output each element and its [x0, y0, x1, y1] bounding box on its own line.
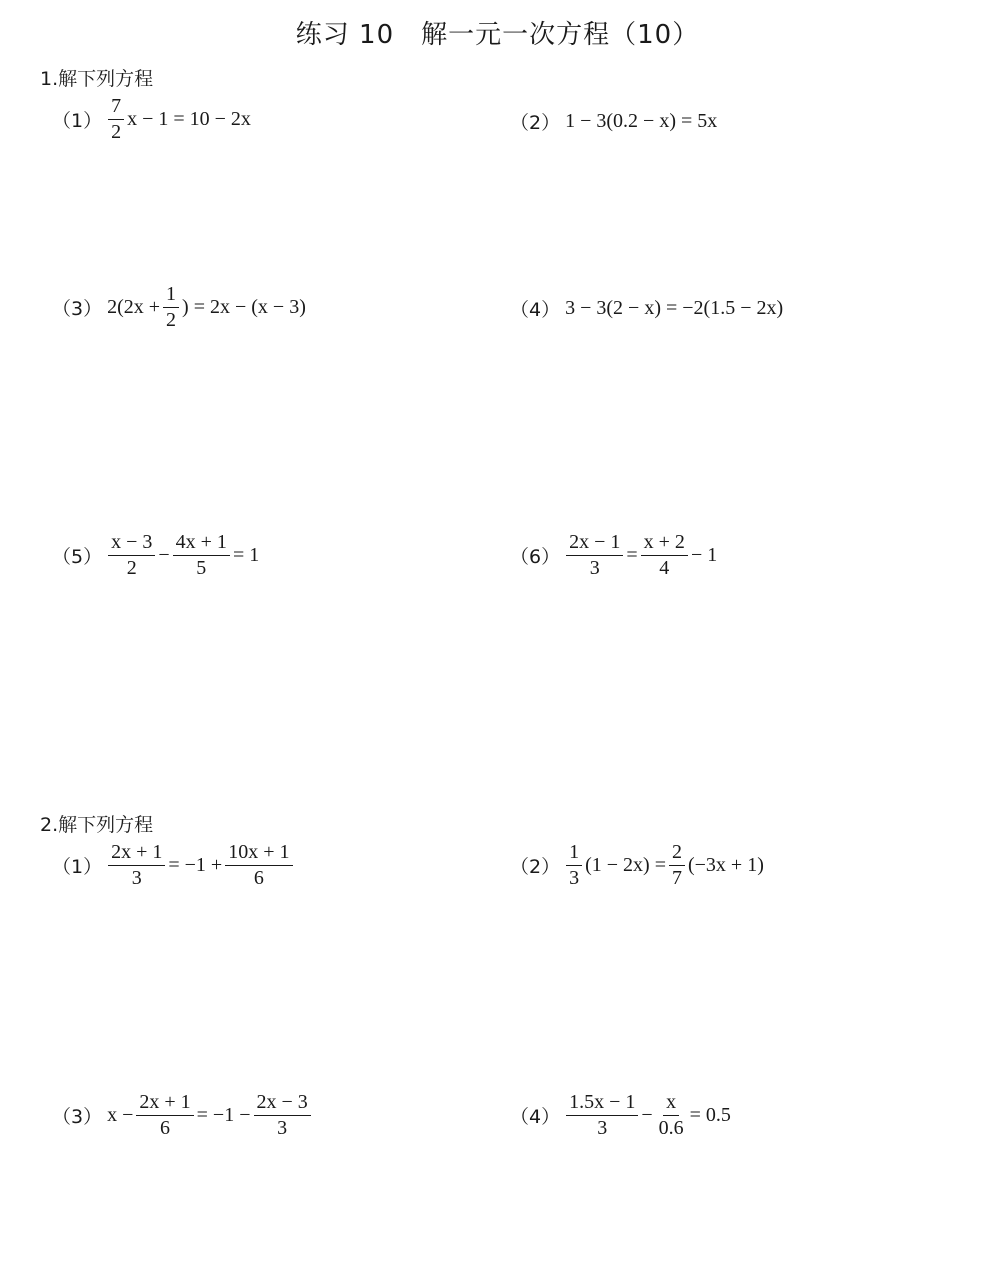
equation — [564, 532, 718, 579]
section-1-heading: 1.解下列方程 — [40, 68, 154, 90]
fraction-numerator: 2x + 1 — [108, 842, 165, 866]
fraction-numerator: 7 — [108, 96, 124, 120]
fraction-denominator: 0.6 — [658, 1117, 684, 1139]
equation-text: (1 − 2x) = — [585, 854, 666, 876]
problem-number: （2） — [510, 856, 561, 878]
fraction-numerator: 1.5x − 1 — [566, 1092, 638, 1116]
equation — [106, 1092, 313, 1139]
fraction-numerator: 1 — [163, 284, 179, 308]
fraction — [566, 842, 582, 889]
problem-2-3 — [52, 1092, 313, 1139]
problem-1-2 — [510, 108, 718, 135]
fraction-denominator: 6 — [160, 1117, 171, 1139]
fraction — [254, 1092, 311, 1139]
problem-number: （4） — [510, 1106, 561, 1128]
problem-1-4 — [510, 295, 784, 322]
fraction-denominator: 2 — [166, 309, 177, 331]
equation-text: − 1 — [690, 544, 718, 566]
equation-text: − — [158, 544, 170, 566]
problem-1-1 — [52, 96, 252, 143]
problem-number: （6） — [510, 546, 561, 568]
fraction-numerator: 2 — [669, 842, 685, 866]
equation — [106, 532, 260, 579]
equation-text: = −1 − — [196, 1104, 251, 1126]
equation-text: x − — [107, 1104, 134, 1126]
page-title: 练习 10 解一元一次方程（10） — [295, 20, 700, 50]
equation-text: (−3x + 1) — [687, 854, 764, 876]
fraction-denominator: 5 — [196, 557, 207, 579]
fraction-numerator: 2x − 1 — [566, 532, 623, 556]
fraction — [108, 96, 124, 143]
problem-number: （3） — [52, 1106, 103, 1128]
equation — [564, 842, 765, 889]
problem-1-6 — [510, 532, 718, 579]
fraction-denominator: 3 — [597, 1117, 608, 1139]
fraction-numerator: 1 — [566, 842, 582, 866]
equation-text: 1 − 3(0.2 − x) = 5x — [565, 110, 718, 132]
fraction-numerator: x — [663, 1092, 679, 1116]
fraction-numerator: 4x + 1 — [173, 532, 230, 556]
fraction-denominator: 2 — [126, 557, 137, 579]
equation — [564, 297, 784, 320]
equation-text: = 0.5 — [689, 1104, 731, 1126]
fraction — [163, 284, 179, 331]
fraction-numerator: x − 3 — [108, 532, 155, 556]
fraction — [136, 1092, 193, 1139]
problem-number: （1） — [52, 110, 103, 132]
equation-text: ) = 2x − (x − 3) — [182, 296, 306, 318]
problem-2-1 — [52, 842, 295, 889]
problem-number: （1） — [52, 856, 103, 878]
equation — [106, 96, 252, 143]
fraction-denominator: 3 — [569, 867, 580, 889]
problem-number: （4） — [510, 299, 561, 321]
problem-number: （5） — [52, 546, 103, 568]
fraction-denominator: 4 — [659, 557, 670, 579]
fraction — [225, 842, 292, 889]
fraction — [173, 532, 230, 579]
fraction — [108, 532, 155, 579]
fraction-numerator: x + 2 — [641, 532, 688, 556]
equation — [106, 284, 307, 331]
equation-text: = 1 — [232, 544, 260, 566]
problem-number: （2） — [510, 112, 561, 134]
fraction — [108, 842, 165, 889]
equation-text: 3 − 3(2 − x) = −2(1.5 − 2x) — [565, 297, 784, 319]
fraction-denominator: 2 — [111, 121, 122, 143]
fraction-numerator: 2x + 1 — [136, 1092, 193, 1116]
problem-number: （3） — [52, 298, 103, 320]
fraction-denominator: 7 — [671, 867, 682, 889]
fraction-numerator: 10x + 1 — [225, 842, 292, 866]
problem-2-4 — [510, 1092, 732, 1139]
fraction — [656, 1092, 687, 1139]
equation — [106, 842, 294, 889]
problem-2-2 — [510, 842, 765, 889]
fraction-denominator: 3 — [131, 867, 142, 889]
fraction — [669, 842, 685, 889]
section-2-heading: 2.解下列方程 — [40, 814, 154, 836]
equation — [564, 110, 718, 133]
fraction-numerator: 2x − 3 — [254, 1092, 311, 1116]
equation-text: = — [626, 544, 638, 566]
fraction-denominator: 3 — [277, 1117, 288, 1139]
fraction — [641, 532, 688, 579]
equation-text: x − 1 = 10 − 2x — [127, 108, 251, 130]
equation-text: 2(2x + — [107, 296, 161, 318]
problem-1-3 — [52, 284, 307, 331]
equation-text: − — [641, 1104, 653, 1126]
fraction — [566, 532, 623, 579]
problem-1-5 — [52, 532, 260, 579]
fraction — [566, 1092, 638, 1139]
fraction-denominator: 6 — [253, 867, 264, 889]
equation-text: = −1 + — [168, 854, 223, 876]
fraction-denominator: 3 — [589, 557, 600, 579]
equation — [564, 1092, 732, 1139]
